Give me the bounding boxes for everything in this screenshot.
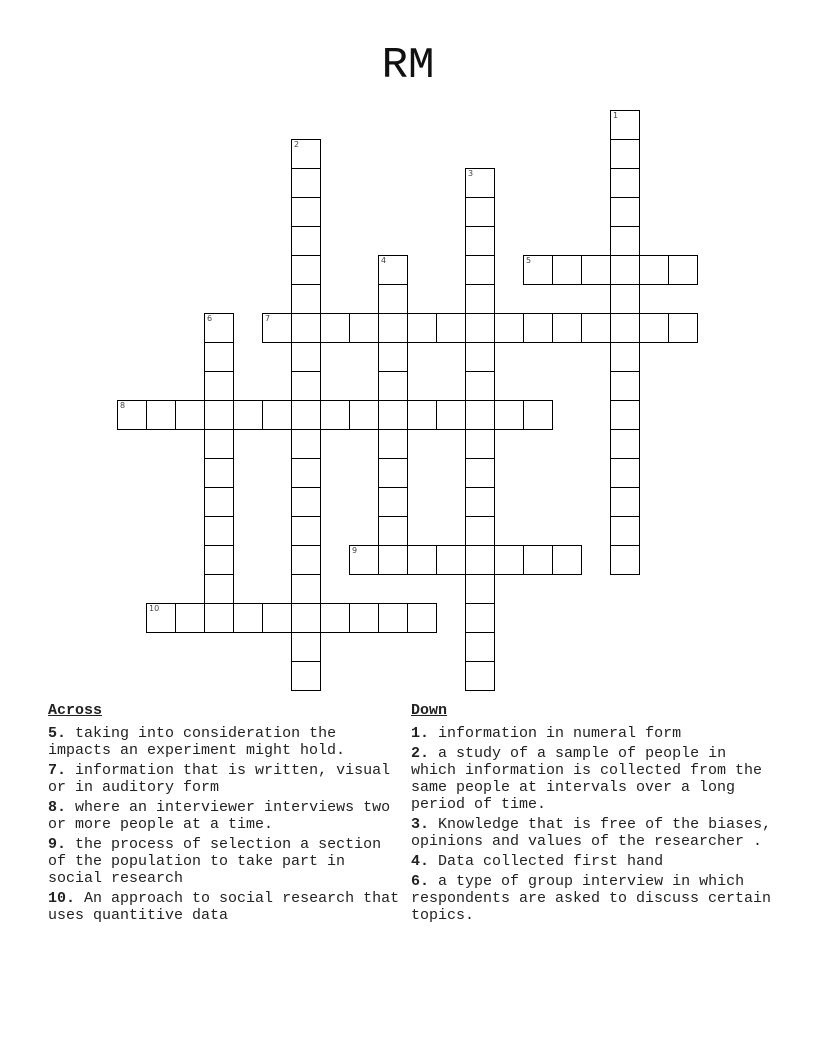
clue-text: information that is written, visual or in auditory form xyxy=(48,762,391,796)
crossword-cell[interactable] xyxy=(610,371,640,401)
crossword-cell[interactable] xyxy=(378,400,408,430)
cell-number: 5 xyxy=(526,256,532,265)
crossword-cell[interactable] xyxy=(668,313,698,343)
clue-number: 6. xyxy=(411,873,430,890)
crossword-cell[interactable] xyxy=(291,545,321,575)
crossword-cell[interactable] xyxy=(668,255,698,285)
crossword-cell[interactable] xyxy=(291,168,321,198)
crossword-cell[interactable] xyxy=(320,400,350,430)
crossword-cell[interactable] xyxy=(407,545,437,575)
crossword-cell[interactable] xyxy=(175,603,205,633)
crossword-cell[interactable] xyxy=(610,458,640,488)
crossword-cell[interactable] xyxy=(465,661,495,691)
crossword-cell[interactable] xyxy=(291,632,321,662)
crossword-cell[interactable] xyxy=(204,313,234,343)
clue-number: 1. xyxy=(411,725,430,742)
crossword-cell[interactable] xyxy=(610,197,640,227)
crossword-cell[interactable] xyxy=(291,400,321,430)
clue-number: 3. xyxy=(411,816,430,833)
crossword-cell[interactable] xyxy=(378,371,408,401)
crossword-cell[interactable] xyxy=(291,342,321,372)
crossword-cell[interactable] xyxy=(465,458,495,488)
down-clue-3 xyxy=(411,816,776,850)
across-clue-10 xyxy=(48,890,408,924)
crossword-cell[interactable] xyxy=(291,661,321,691)
crossword-cell[interactable] xyxy=(610,545,640,575)
crossword-cell[interactable] xyxy=(378,313,408,343)
crossword-cell[interactable] xyxy=(610,139,640,169)
crossword-cell[interactable] xyxy=(436,400,466,430)
crossword-cell[interactable] xyxy=(465,574,495,604)
crossword-cell[interactable] xyxy=(465,603,495,633)
down-clue-4 xyxy=(411,853,776,870)
crossword-cell[interactable] xyxy=(291,603,321,633)
down-clue-1 xyxy=(411,725,776,742)
crossword-cell[interactable] xyxy=(146,400,176,430)
crossword-cell[interactable] xyxy=(610,487,640,517)
crossword-cell[interactable] xyxy=(349,313,379,343)
across-clue-8 xyxy=(48,799,408,833)
page-title: RM xyxy=(381,41,435,91)
crossword-cell[interactable] xyxy=(465,197,495,227)
crossword-cell[interactable] xyxy=(291,371,321,401)
crossword-cell[interactable] xyxy=(320,603,350,633)
crossword-cell[interactable] xyxy=(465,168,495,198)
crossword-cell[interactable] xyxy=(349,603,379,633)
crossword-cell[interactable] xyxy=(291,197,321,227)
crossword-cell[interactable] xyxy=(320,313,350,343)
crossword-cell[interactable] xyxy=(465,400,495,430)
clue-number: 8. xyxy=(48,799,67,816)
crossword-cell[interactable] xyxy=(175,400,205,430)
crossword-cell[interactable] xyxy=(262,603,292,633)
across-heading: Across xyxy=(48,702,103,719)
crossword-cell[interactable] xyxy=(204,429,234,459)
clue-text: a study of a sample of people in which information is collected from the same people at intervals over a long period of time. xyxy=(411,745,763,813)
crossword-cell[interactable] xyxy=(610,342,640,372)
clue-number: 7. xyxy=(48,762,67,779)
crossword-cell[interactable] xyxy=(610,255,640,285)
crossword-cell[interactable] xyxy=(378,429,408,459)
crossword-cell[interactable] xyxy=(204,458,234,488)
crossword-cell[interactable] xyxy=(436,313,466,343)
across-clue-7 xyxy=(48,762,408,796)
crossword-cell[interactable] xyxy=(204,371,234,401)
cell-number: 2 xyxy=(294,140,300,149)
crossword-cell[interactable] xyxy=(465,226,495,256)
crossword-cell[interactable] xyxy=(436,545,466,575)
crossword-cell[interactable] xyxy=(494,545,524,575)
crossword-cell[interactable] xyxy=(610,400,640,430)
crossword-cell[interactable] xyxy=(465,342,495,372)
clue-text: Knowledge that is free of the biases, opinions and values of the researcher . xyxy=(411,816,772,850)
crossword-cell[interactable] xyxy=(291,487,321,517)
crossword-cell[interactable] xyxy=(465,632,495,662)
across-clue-5 xyxy=(48,725,408,759)
crossword-cell[interactable] xyxy=(552,255,582,285)
cell-number: 6 xyxy=(207,314,213,323)
crossword-cell[interactable] xyxy=(349,400,379,430)
across-clue-9 xyxy=(48,836,408,887)
clue-number: 4. xyxy=(411,853,430,870)
crossword-cell[interactable] xyxy=(407,400,437,430)
crossword-cell[interactable] xyxy=(378,545,408,575)
cell-number: 7 xyxy=(265,314,271,323)
clue-text: a type of group interview in which respondents are asked to discuss certain topics. xyxy=(411,873,772,924)
crossword-cell[interactable] xyxy=(291,255,321,285)
crossword-cell[interactable] xyxy=(378,342,408,372)
crossword-cell[interactable] xyxy=(552,313,582,343)
crossword-cell[interactable] xyxy=(523,400,553,430)
crossword-cell[interactable] xyxy=(291,284,321,314)
crossword-cell[interactable] xyxy=(610,284,640,314)
crossword-cell[interactable] xyxy=(639,255,669,285)
clue-text: information in numeral form xyxy=(438,725,682,742)
crossword-cell[interactable] xyxy=(262,400,292,430)
crossword-cell[interactable] xyxy=(204,400,234,430)
crossword-cell[interactable] xyxy=(204,545,234,575)
crossword-cell[interactable] xyxy=(204,487,234,517)
cell-number: 8 xyxy=(120,401,126,410)
crossword-cell[interactable] xyxy=(349,545,379,575)
crossword-cell[interactable] xyxy=(610,226,640,256)
crossword-cell[interactable] xyxy=(465,516,495,546)
crossword-cell[interactable] xyxy=(204,603,234,633)
crossword-cell[interactable] xyxy=(291,516,321,546)
crossword-cell[interactable] xyxy=(581,255,611,285)
crossword-cell[interactable] xyxy=(610,110,640,140)
crossword-cell[interactable] xyxy=(204,516,234,546)
across-clues xyxy=(48,702,408,927)
crossword-cell[interactable] xyxy=(465,487,495,517)
crossword-cell[interactable] xyxy=(291,574,321,604)
crossword-cell[interactable] xyxy=(494,400,524,430)
down-clue-6 xyxy=(411,873,776,924)
crossword-cell[interactable] xyxy=(610,313,640,343)
crossword-cell[interactable] xyxy=(378,603,408,633)
down-heading: Down xyxy=(411,702,448,719)
cell-number: 4 xyxy=(381,256,387,265)
crossword-cell[interactable] xyxy=(523,545,553,575)
cell-number: 10 xyxy=(149,604,160,613)
down-clues xyxy=(411,702,776,927)
cell-number: 3 xyxy=(468,169,474,178)
clue-text: the process of selection a section of the population to take part in social research xyxy=(48,836,382,887)
crossword-cell[interactable] xyxy=(465,313,495,343)
crossword-cell[interactable] xyxy=(291,458,321,488)
crossword-cell[interactable] xyxy=(610,516,640,546)
crossword-cell[interactable] xyxy=(291,226,321,256)
crossword-cell[interactable] xyxy=(262,313,292,343)
crossword-cell[interactable] xyxy=(378,516,408,546)
clue-text: Data collected first hand xyxy=(438,853,664,870)
crossword-cell[interactable] xyxy=(581,313,611,343)
crossword-cell[interactable] xyxy=(291,313,321,343)
crossword-cell[interactable] xyxy=(610,168,640,198)
crossword-cell[interactable] xyxy=(378,487,408,517)
crossword-cell[interactable] xyxy=(233,603,263,633)
crossword-cell[interactable] xyxy=(465,255,495,285)
crossword-cell[interactable] xyxy=(204,342,234,372)
clue-text: where an interviewer interviews two or more people at a time. xyxy=(48,799,391,833)
crossword-cell[interactable] xyxy=(291,429,321,459)
crossword-cell[interactable] xyxy=(233,400,263,430)
crossword-cell[interactable] xyxy=(378,255,408,285)
clue-number: 9. xyxy=(48,836,67,853)
crossword-cell[interactable] xyxy=(552,545,582,575)
crossword-cell[interactable] xyxy=(610,429,640,459)
crossword-cell[interactable] xyxy=(465,371,495,401)
cell-number: 9 xyxy=(352,546,358,555)
crossword-cell[interactable] xyxy=(291,139,321,169)
clue-text: taking into consideration the impacts an experiment might hold. xyxy=(48,725,346,759)
crossword-cell[interactable] xyxy=(378,284,408,314)
clue-number: 2. xyxy=(411,745,430,762)
crossword-cell[interactable] xyxy=(523,313,553,343)
crossword-cell[interactable] xyxy=(146,603,176,633)
down-clue-2 xyxy=(411,745,776,813)
crossword-cell[interactable] xyxy=(204,574,234,604)
crossword-cell[interactable] xyxy=(523,255,553,285)
clue-text: An approach to social research that uses quantitive data xyxy=(48,890,400,924)
cell-number: 1 xyxy=(613,111,619,120)
crossword-cell[interactable] xyxy=(378,458,408,488)
crossword-cell[interactable] xyxy=(494,313,524,343)
clue-number: 10. xyxy=(48,890,76,907)
crossword-cell[interactable] xyxy=(465,545,495,575)
crossword-cell[interactable] xyxy=(465,429,495,459)
crossword-cell[interactable] xyxy=(639,313,669,343)
crossword-cell[interactable] xyxy=(117,400,147,430)
clue-number: 5. xyxy=(48,725,67,742)
crossword-cell[interactable] xyxy=(465,284,495,314)
crossword-cell[interactable] xyxy=(407,313,437,343)
crossword-cell[interactable] xyxy=(407,603,437,633)
